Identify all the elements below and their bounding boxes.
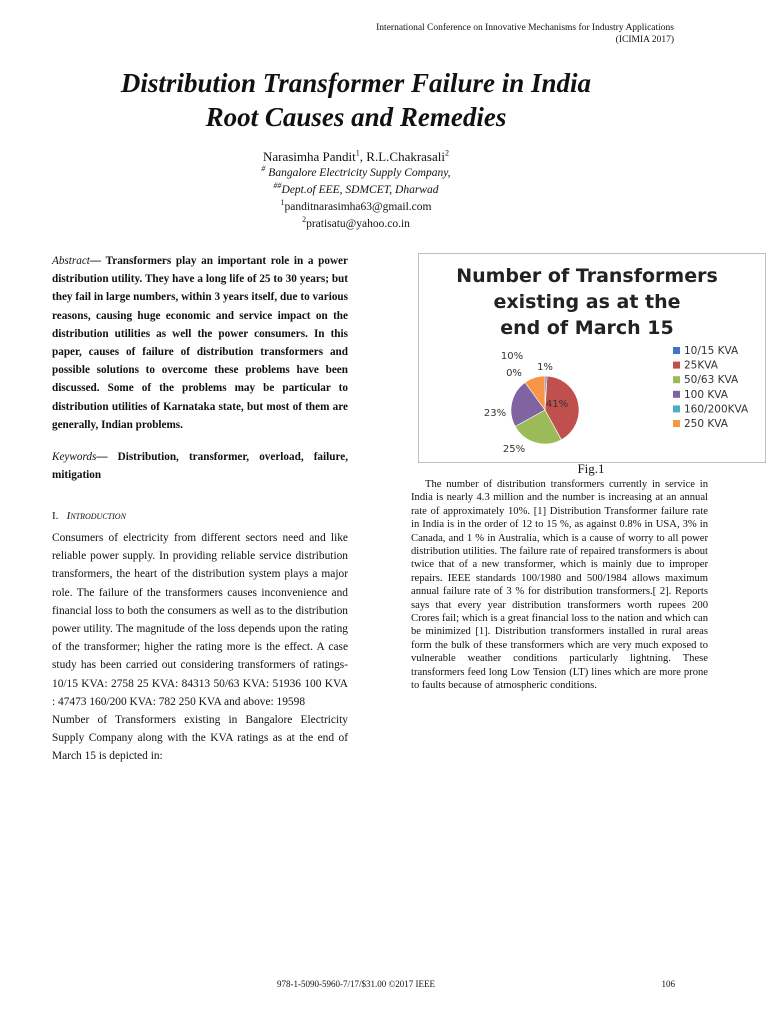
legend-swatch-4 xyxy=(673,405,680,412)
title-line-1: Distribution Transformer Failure in India xyxy=(120,68,592,98)
affiliation-1-mark: # xyxy=(261,164,266,174)
section-heading-introduction xyxy=(52,510,348,522)
page-number: 106 xyxy=(661,979,675,989)
section-number: I. xyxy=(52,510,59,522)
intro-paragraph-1: Consumers of electricity from different sectors need and like reliable power supply. In providing reliable service distribution transformers, the heart of the distribution system plays a major role. The failure of the transformers causes inconvenience and financial loss to both the consumers as well as to the distribution power utility. The magnitude of the loss depends upon the rating of the transformer; higher the rating more is the effect. A case study has been carried out considering transformers of ratings-10/15 KVA: 2758 25 KVA: 84313 50/63 KVA: 51936 100 KVA : 47473 160/200 KVA: 782 250 KVA and above: 19598 xyxy=(52,532,348,708)
keywords-label: Keywords xyxy=(52,451,97,463)
affiliation-1: # Bangalore Electricity Supply Company, xyxy=(261,164,451,179)
keywords xyxy=(52,448,348,484)
legend-label-4: 160/200KVA xyxy=(684,403,749,416)
paper-title xyxy=(40,66,672,134)
chart-title-line-3: end of March 15 xyxy=(500,317,674,339)
affiliation-2-mark: ## xyxy=(273,181,282,191)
pie-data-label-1: 41% xyxy=(545,399,569,410)
chart-title-line-1: Number of Transformers xyxy=(456,265,718,287)
author-names xyxy=(40,148,672,165)
pie-chart xyxy=(419,254,765,462)
right-column-body: The number of distribution transformers currently in service in India is nearly 4.3 million and the number is increasing at an annual rate of approximately 10%. [1] Distribution Transformer failure rate in India is in the order of 12 to 15 %, as against 0.8% in USA, 3% in Canada, and 1 % in Australia, which is a cause of worry to all power distribution utilities. The failure rate of repaired transformers is about twice that of a new transformer, which is mainly due to improper repairs. IEEE standards 100/1980 and 500/1984 allows maximum annual failure rate of 3 % for distribution transformers.[ 2]. Reports says that every year distribution transformers worth rupees 200 Crores fail; which is a great financial loss to the nation and which can be minimized [1]. Distribution transformers installed in rural areas form the bulk of these transformers which are very much exposed to vulnerable weather conditions particularly lightning. These transformers feed long Low Tension (LT) lines which are more prone to faults because of atmospheric conditions. xyxy=(411,479,708,692)
email-1-mark: 1 xyxy=(280,198,285,208)
email-1[interactable]: $^1$panditnarasimha63@gmail.com xyxy=(280,198,432,213)
author-2: R.L.Chakrasali xyxy=(366,149,445,164)
intro-paragraph-2: Number of Transformers existing in Bangalore Electricity Supply Company along with the KVA ratings as at the end of March 15 is depicted in: xyxy=(52,714,348,763)
legend-swatch-3 xyxy=(673,391,680,398)
introduction-body xyxy=(52,529,348,766)
legend-swatch-2 xyxy=(673,376,680,383)
pie-data-label-0: 1% xyxy=(537,362,553,373)
figure-caption: Fig.1 xyxy=(577,461,605,476)
legend-swatch-5 xyxy=(673,420,680,427)
legend-swatch-0 xyxy=(673,347,680,354)
legend-label-1: 25KVA xyxy=(684,359,718,372)
footer-isbn: 978-1-5090-5960-7/17/$31.00 ©2017 IEEE xyxy=(276,979,436,989)
legend-label-2: 50/63 KVA xyxy=(684,374,739,387)
legend-label-5: 250 KVA xyxy=(684,418,728,430)
chart-title-line-2: existing as at the xyxy=(493,291,681,313)
abstract xyxy=(52,252,348,434)
affiliation-2: ##Dept.of EEE, SDMCET, Dharwad xyxy=(273,181,439,196)
pie-data-label-5: 10% xyxy=(500,351,524,362)
legend-label-0: 10/15 KVA xyxy=(684,345,739,357)
author-separator: , xyxy=(359,149,367,164)
author-1: Narasimha Pandit xyxy=(262,149,356,164)
pie-data-label-2: 25% xyxy=(502,444,526,455)
conference-header xyxy=(376,22,674,46)
legend-swatch-1 xyxy=(673,362,680,369)
keywords-text: Distribution, transformer, overload, failure, mitigation xyxy=(52,451,348,482)
abstract-label: Abstract xyxy=(52,255,90,267)
author-block xyxy=(40,148,672,233)
email-2[interactable]: $^2$pratisatu@yahoo.co.in xyxy=(302,215,410,230)
pie-chart-figure xyxy=(418,253,766,463)
author-1-mark: 1 xyxy=(355,148,360,158)
title-line-2: Root Causes and Remedies xyxy=(205,102,507,132)
pie-data-label-4: 0% xyxy=(506,368,522,379)
keywords-dash: — xyxy=(96,451,118,463)
email-2-mark: 2 xyxy=(302,215,307,225)
abstract-text: Transformers play an important role in a power distribution utility. They have a long life of 25 to 30 years; but they fail in large numbers, within 3 years itself, due to various reasons, causing huge economic and service impact on the distribution utilities as well the power consumers. In this paper, causes of failure of distribution transformers and possible solutions to overcome these problems have been discussed. Some of the problems may be particular to distribution utilities of Karnataka state, but most of them are generally, Indian problems. xyxy=(52,255,348,431)
author-2-mark: 2 xyxy=(445,148,449,158)
conference-name: International Conference on Innovative Mechanisms for Industry Applications xyxy=(376,23,674,33)
abstract-dash: — xyxy=(89,255,106,267)
pie-data-label-3: 23% xyxy=(483,408,507,419)
section-title: Introduction xyxy=(66,510,126,522)
conference-acronym: (ICIMIA 2017) xyxy=(615,35,674,45)
legend-label-3: 100 KVA xyxy=(684,388,728,401)
